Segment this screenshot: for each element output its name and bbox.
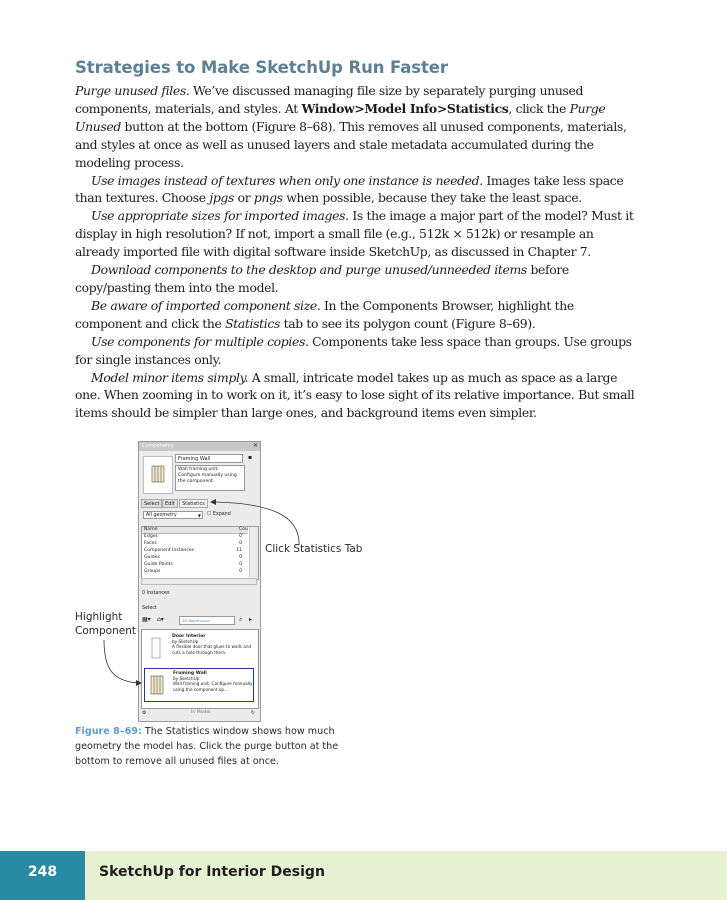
expand-checkbox[interactable]: ☐ Expand xyxy=(207,512,231,517)
table-row: Edges 0 xyxy=(144,534,242,539)
settings-icon[interactable]: ⚙ xyxy=(142,710,147,716)
menu-path: Window>Model Info>Statistics xyxy=(301,100,509,116)
table-row: Groups 0 xyxy=(144,569,242,574)
search-icon[interactable]: ⌕ xyxy=(239,616,243,623)
paragraph-purge: Purge unused files. We’ve discussed managing file size by separately purging unused components, materials, and styles. At Window>Model Info>Statistics, click the Purge Unused button at the bottom (Figure 8–68). This removes all unused components, materials, and styles at once as well as unused layers and stale metadata accumulated during the modeling process. xyxy=(75,83,627,170)
tab-statistics[interactable]: Statistics xyxy=(179,499,208,508)
paragraph-lead: Be aware of imported component size. xyxy=(91,297,321,313)
chevron-down-icon: ▼ xyxy=(197,513,201,518)
select-label: Select xyxy=(142,606,157,611)
search-input[interactable]: 3D Warehouse xyxy=(179,616,235,625)
figure-caption: Figure 8–69: The Statistics window shows how much geometry the model has. Click the purge button at the bottom to remove all unused files at once. xyxy=(75,726,339,767)
close-icon[interactable]: ✕ xyxy=(252,442,258,449)
home-icon[interactable]: ⌂▾ xyxy=(157,616,164,623)
page-number-block xyxy=(0,851,85,900)
display-options-icon[interactable]: ▦▾ xyxy=(142,616,151,623)
list-item[interactable]: Door Interior by SketchUp A flexible door that glues to walls and cuts a hole through them. xyxy=(144,632,252,664)
window-title-bar: Components xyxy=(139,442,260,451)
table-header: Name Cou xyxy=(144,527,248,532)
list-item-selected[interactable]: Framing Wall by SketchUp Wall framing unit. Configure manually using the component op... xyxy=(144,668,254,702)
paragraph-minor-items: Model minor items simply. A small, intricate model takes up as much as space as a large one. When zooming in to work on it, it’s easy to lose sight of its relative importance. But small items should be simpler than large ones, and background items even simpler. xyxy=(75,369,635,421)
paragraph-lead: Use appropriate sizes for imported images. xyxy=(91,208,349,224)
callout-statistics-tab: Click Statistics Tab xyxy=(265,543,363,555)
window-bottom-bar: ⚙ In Model ↻ xyxy=(142,710,255,716)
book-title: SketchUp for Interior Design xyxy=(99,864,325,880)
geometry-filter-select[interactable]: All geometry ▼ xyxy=(143,511,203,519)
paragraph-lead: Download components to the desktop and purge unused/unneeded items xyxy=(91,262,527,278)
table-row: Guides 0 xyxy=(144,555,242,560)
tab-edit[interactable]: Edit xyxy=(162,499,178,508)
instance-count: 0 Instances xyxy=(142,591,170,596)
section-heading: Strategies to Make SketchUp Run Faster xyxy=(75,58,448,77)
caption-label: Figure 8–69: xyxy=(75,726,142,737)
callout-highlight-component: Highlight Component xyxy=(75,611,136,637)
table-row: Guide Points 0 xyxy=(144,562,242,567)
paragraph-lead: Use images instead of textures when only one instance is needed. xyxy=(91,172,483,188)
paragraph-components: Use components for multiple copies. Components take less space than groups. Use groups for single instances only. xyxy=(75,333,632,367)
paragraph-download: Download components to the desktop and purge unused/unneeded items before copy/pasting them into the model. xyxy=(75,262,569,295)
paragraph-sizes: Use appropriate sizes for imported images. Is the image a major part of the model? Must it display in high resolution? If not, import a small file (e.g., 512k × 512k) or resample an already imported file with digital software inside SketchUp, as discussed in Chapter 7. xyxy=(75,208,634,260)
details-arrow-icon[interactable]: ▪ xyxy=(248,454,253,461)
paragraph-imported-size: Be aware of imported component size. In the Components Browser, highlight the component and click the Statistics tab to see its polygon count (Figure 8–69). xyxy=(75,297,574,331)
page-number: 248 xyxy=(27,864,58,880)
purge-icon[interactable]: ↻ xyxy=(250,710,255,716)
component-name-field[interactable]: Framing Wall xyxy=(175,454,243,463)
paragraph-images: Use images instead of textures when only one instance is needed. Images take less space than textures. Choose jpgs or pngs when possible, because they take the least space. xyxy=(75,172,624,206)
table-row: Faces 0 xyxy=(144,541,242,546)
tab-select[interactable]: Select xyxy=(141,499,162,508)
paragraph-lead: Model minor items simply. xyxy=(91,369,249,385)
paragraph-lead: Use components for multiple copies. xyxy=(91,333,309,349)
forward-icon[interactable]: ▸ xyxy=(249,616,253,623)
component-description-field[interactable]: Wall framing unit. Configure manually using the component. xyxy=(175,465,245,491)
page-footer xyxy=(0,851,727,900)
paragraph-lead: Purge unused files. xyxy=(75,83,190,98)
table-row: Component Instances 11 xyxy=(144,548,242,553)
